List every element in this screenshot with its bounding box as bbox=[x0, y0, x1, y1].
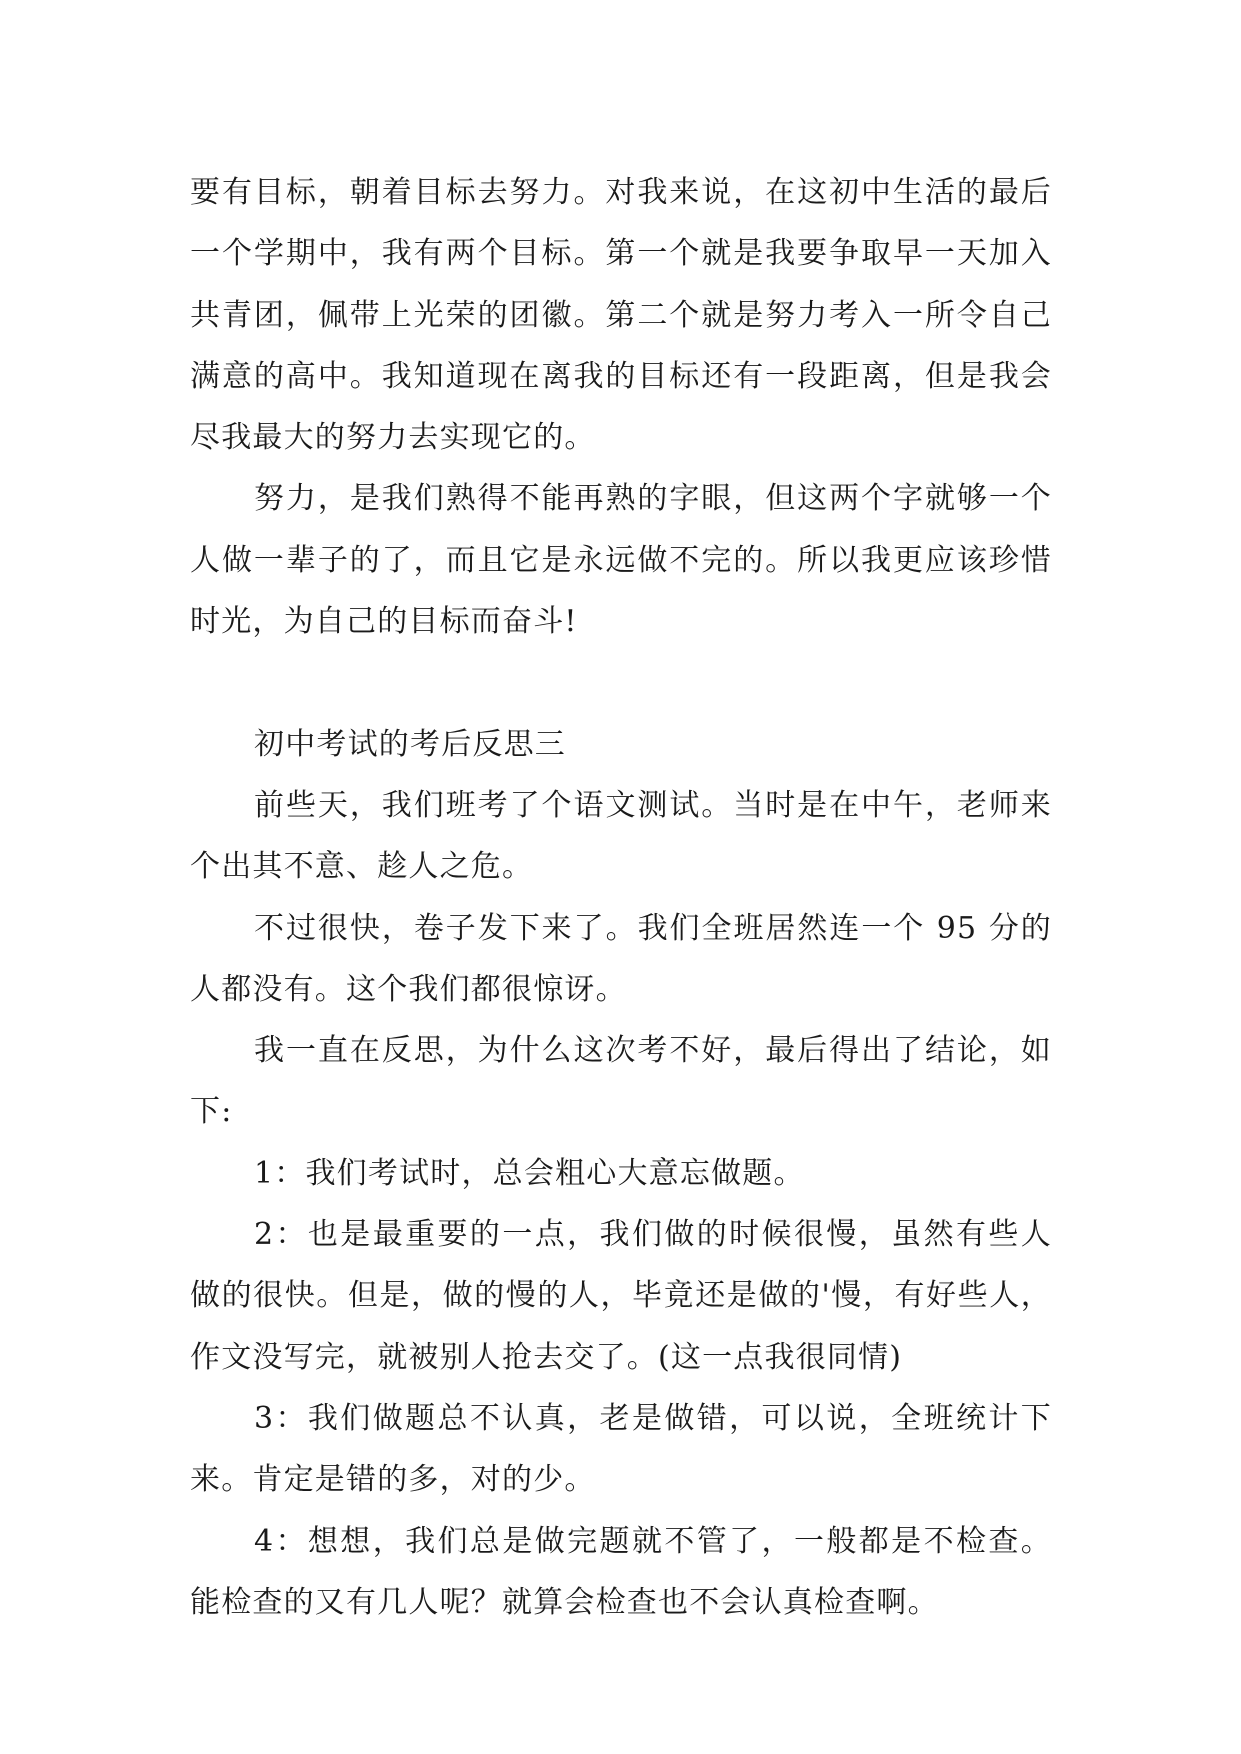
paragraph-goals: 要有目标，朝着目标去努力。对我来说，在这初中生活的最后一个学期中，我有两个目标。第一个就是我要争取早一天加入共青团，佩带上光荣的团徽。第二个就是努力考入一所令自己满意的高中。我知道现在离我的目标还有一段距离，但是我会尽我最大的努力去实现它的。 bbox=[190, 175, 1052, 456]
paragraph-test: 前些天，我们班考了个语文测试。当时是在中午，老师来个出其不意、趁人之危。 bbox=[190, 787, 1052, 885]
blank-line bbox=[190, 652, 1052, 713]
list-item-3: 3：我们做题总不认真，老是做错，可以说，全班统计下来。肯定是错的多，对的少。 bbox=[190, 1400, 1052, 1498]
document-body bbox=[190, 162, 1052, 1633]
paragraph-reflection: 我一直在反思，为什么这次考不好，最后得出了结论，如下: bbox=[190, 1033, 1052, 1130]
list-item-2: 2：也是最重要的一点，我们做的时候很慢，虽然有些人做的很快。但是，做的慢的人，毕竟还是做的'慢，有好些人，作文没写完，就被别人抢去交了。(这一点我很同情) bbox=[190, 1217, 1052, 1375]
section-heading: 初中考试的考后反思三 bbox=[254, 726, 566, 762]
paragraph-effort: 努力，是我们熟得不能再熟的字眼，但这两个字就够一个人做一辈子的了，而且它是永远做不完的。所以我更应该珍惜时光，为自己的目标而奋斗! bbox=[190, 481, 1052, 640]
list-item-4: 4：想想，我们总是做完题就不管了，一般都是不检查。能检查的又有几人呢？就算会检查也不会认真检查啊。 bbox=[190, 1523, 1052, 1620]
list-item-1: 1：我们考试时，总会粗心大意忘做题。 bbox=[254, 1155, 805, 1191]
paragraph-results: 不过很快，卷子发下来了。我们全班居然连一个 95 分的人都没有。这个我们都很惊讶。 bbox=[190, 910, 1052, 1007]
